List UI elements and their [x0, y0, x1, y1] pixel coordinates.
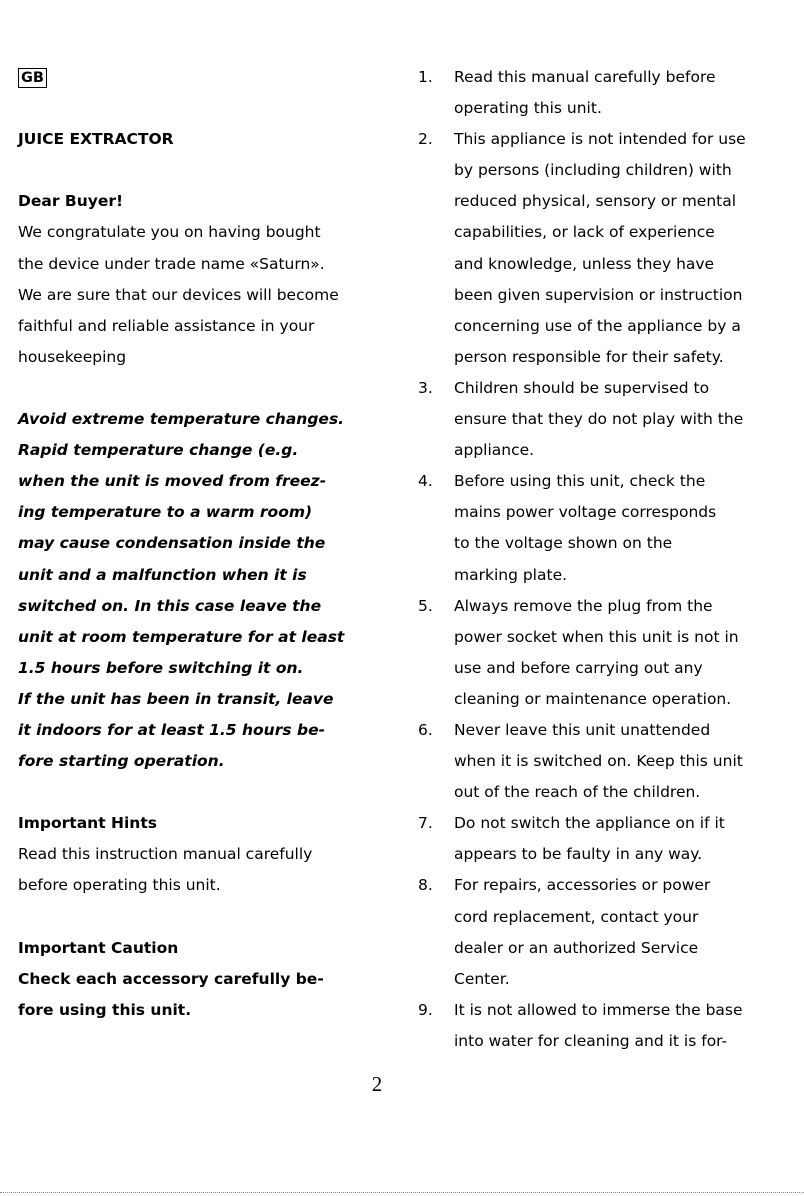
item-line: It is not allowed to immerse the base: [454, 1000, 743, 1019]
item-line: cord replacement, contact your: [454, 907, 699, 926]
warning-line: may cause condensation inside the: [18, 534, 326, 553]
item-line: Children should be supervised to: [454, 378, 710, 397]
item-line: into water for cleaning and it is for-: [454, 1031, 728, 1050]
item-number: 8.: [418, 876, 433, 895]
warning-line: If the unit has been in transit, leave: [18, 689, 334, 708]
item-line: ensure that they do not play with the: [454, 410, 744, 429]
safety-item: [418, 591, 758, 715]
item-line: person responsible for their safety.: [454, 347, 724, 366]
item-line: Always remove the plug from the: [454, 596, 713, 615]
item-line: appears to be faulty in any way.: [454, 845, 703, 864]
left-column: [18, 62, 368, 1026]
warning-line: unit at room temperature for at least: [18, 627, 345, 646]
item-number: 9.: [418, 1000, 433, 1019]
page-number: 2: [371, 1072, 383, 1096]
item-line: This appliance is not intended for use: [454, 130, 746, 149]
safety-instructions-list: [418, 62, 758, 1057]
item-line: dealer or an authorized Service: [454, 938, 699, 957]
safety-item: [418, 466, 758, 590]
safety-item: [418, 995, 758, 1057]
hints-line: Read this instruction manual carefully: [18, 845, 313, 864]
item-line: Center.: [454, 969, 510, 988]
item-line: power socket when this unit is not in: [454, 627, 739, 646]
item-line: For repairs, accessories or power: [454, 876, 711, 895]
item-line: Never leave this unit unattended: [454, 720, 711, 739]
item-number: 3.: [418, 378, 433, 397]
warning-line: Avoid extreme temperature changes.: [18, 410, 345, 429]
warning-line: it indoors for at least 1.5 hours be-: [18, 720, 326, 739]
safety-item: [418, 62, 758, 124]
temperature-warning: [18, 404, 368, 777]
item-line: concerning use of the appliance by a: [454, 316, 741, 335]
item-line: reduced physical, sensory or mental: [454, 192, 737, 211]
safety-item: [418, 373, 758, 466]
document-title: JUICE EXTRACTOR: [18, 130, 174, 149]
item-line: capabilities, or lack of experience: [454, 223, 715, 242]
caution-line: Check each accessory carefully be-: [18, 969, 324, 988]
item-line: and knowledge, unless they have: [454, 254, 715, 273]
item-line: mains power voltage corresponds: [454, 503, 717, 522]
item-line: cleaning or maintenance operation.: [454, 689, 732, 708]
intro-line: the device under trade name «Saturn».: [18, 254, 325, 273]
item-line: to the voltage shown on the: [454, 534, 673, 553]
item-line: out of the reach of the children.: [454, 783, 701, 802]
language-badge: GB: [18, 68, 47, 88]
item-line: when it is switched on. Keep this unit: [454, 752, 743, 771]
caution-heading: Important Caution: [18, 938, 179, 957]
item-line: operating this unit.: [454, 99, 602, 118]
hints-line: before operating this unit.: [18, 876, 221, 895]
caution-line: fore using this unit.: [18, 1000, 192, 1019]
warning-line: switched on. In this case leave the: [18, 596, 322, 615]
caution-paragraph: [18, 964, 368, 1026]
hints-paragraph: [18, 839, 368, 901]
item-line: Before using this unit, check the: [454, 472, 706, 491]
warning-line: unit and a malfunction when it is: [18, 565, 307, 584]
item-number: 7.: [418, 814, 433, 833]
safety-item: [418, 870, 758, 994]
page-bottom-rule: [0, 1192, 804, 1193]
item-line: Read this manual carefully before: [454, 68, 716, 86]
item-number: 1.: [418, 68, 433, 86]
item-line: appliance.: [454, 441, 535, 460]
item-line: marking plate.: [454, 565, 568, 584]
warning-line: Rapid temperature change (e.g.: [18, 441, 299, 460]
item-line: by persons (including children) with: [454, 161, 732, 180]
right-column: [418, 62, 758, 1057]
safety-item: [418, 124, 758, 373]
item-number: 2.: [418, 130, 433, 149]
hints-heading: Important Hints: [18, 814, 157, 833]
item-number: 5.: [418, 596, 433, 615]
intro-paragraph: [18, 217, 368, 372]
safety-item: [418, 808, 758, 870]
item-line: Do not switch the appliance on if it: [454, 814, 725, 833]
intro-line: We are sure that our devices will become: [18, 285, 339, 304]
intro-line: We congratulate you on having bought: [18, 223, 321, 242]
safety-item: [418, 715, 758, 808]
greeting-heading: Dear Buyer!: [18, 192, 124, 211]
intro-line: faithful and reliable assistance in your: [18, 316, 315, 335]
warning-line: fore starting operation.: [18, 752, 225, 771]
intro-line: housekeeping: [18, 347, 127, 366]
warning-line: ing temperature to a warm room): [18, 503, 313, 522]
item-line: been given supervision or instruction: [454, 285, 743, 304]
item-number: 6.: [418, 720, 433, 739]
warning-line: when the unit is moved from freez-: [18, 472, 327, 491]
item-line: use and before carrying out any: [454, 658, 703, 677]
item-number: 4.: [418, 472, 433, 491]
warning-line: 1.5 hours before switching it on.: [18, 658, 304, 677]
